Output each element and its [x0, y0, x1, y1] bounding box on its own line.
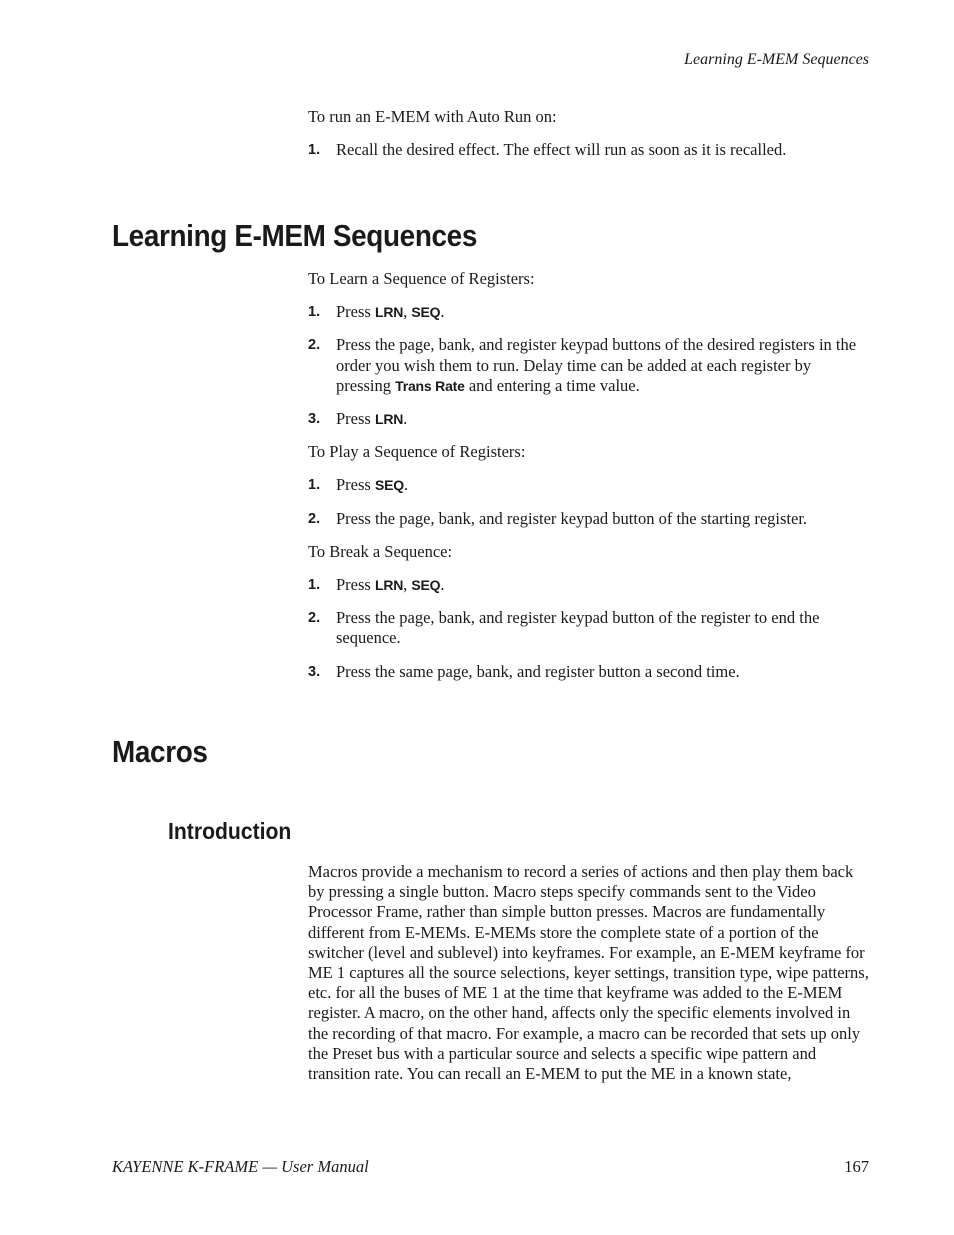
step-text: Recall the desired effect. The effect will run as soon as it is recalled.	[336, 140, 787, 160]
step-text: Press the page, bank, and register keypad buttons of the desired registers in the order you wish them to run. Delay time can be added at each register by pressing	[336, 335, 857, 395]
key-seq: SEQ	[374, 477, 404, 494]
step-text: Press	[336, 409, 375, 429]
break-step-2	[308, 608, 870, 648]
step-end: .	[403, 475, 409, 495]
step-end: .	[440, 575, 445, 595]
break-step-3	[308, 662, 870, 682]
learn-step-3	[308, 409, 870, 429]
section-heading-macros: Macros	[112, 734, 208, 769]
key-trans-rate: Trans Rate	[395, 377, 465, 394]
learn-intro: To Learn a Sequence of Registers:	[308, 269, 535, 288]
step-number: 3.	[308, 663, 321, 680]
auto-run-step-1	[308, 140, 870, 160]
step-end: .	[440, 302, 445, 322]
key-seq: SEQ	[411, 577, 441, 594]
separator: ,	[403, 575, 412, 595]
macros-block	[308, 862, 870, 1084]
learn-step-1	[308, 302, 870, 322]
learning-block	[308, 269, 870, 682]
step-text: Press the page, bank, and register keypad button of the register to end the sequence.	[336, 608, 820, 648]
step-text: Press	[336, 575, 375, 595]
subsection-heading-introduction: Introduction	[168, 818, 292, 844]
step-number: 2.	[308, 610, 321, 627]
step-number: 2.	[308, 337, 321, 354]
step-text: Press	[336, 302, 375, 322]
step-number: 1.	[308, 142, 321, 159]
auto-run-block	[308, 107, 870, 160]
step-number: 2.	[308, 510, 321, 527]
learn-step-2	[308, 335, 870, 396]
page-number: 167	[844, 1157, 869, 1176]
step-text: Press	[336, 475, 375, 495]
step-number: 1.	[308, 477, 321, 494]
running-head: Learning E-MEM Sequences	[684, 51, 869, 68]
step-text: Press the page, bank, and register keypad button of the starting register.	[336, 508, 808, 528]
step-number: 1.	[308, 304, 321, 321]
break-intro: To Break a Sequence:	[308, 541, 453, 561]
step-text: Press the same page, bank, and register button a second time.	[336, 661, 740, 681]
key-lrn: LRN	[374, 304, 404, 321]
break-step-1	[308, 575, 870, 595]
play-step-2	[308, 509, 870, 529]
separator: ,	[403, 302, 412, 322]
play-intro: To Play a Sequence of Registers:	[308, 442, 526, 462]
play-step-1	[308, 475, 870, 495]
step-number: 3.	[308, 411, 321, 428]
footer-title: KAYENNE K-FRAME — User Manual	[112, 1157, 369, 1176]
auto-run-intro: To run an E-MEM with Auto Run on:	[308, 107, 557, 126]
macros-intro-paragraph: Macros provide a mechanism to record a series of actions and then play them back by pressing a single button. Macro steps specify commands sent to the Video Processor Frame, rather than simple button presses. Macros are fundamentally different from E-MEMs. E-MEMs store the complete state of a portion of the switcher (level and sublevel) into keyframes. For example, an E-MEM keyframe for ME 1 captures all the source selections, keyer settings, transition type, wipe patterns, etc. for all the buses of ME 1 at the time that keyframe was added to the E-MEM register. A macro, on the other hand, affects only the specific elements involved in the recording of that macro. For example, a macro can be recorded that sets up only the Preset bus with a particular source and selects a specific wipe pattern and transition rate. You can recall an E-MEM to put the ME in a known state,	[308, 862, 869, 1084]
step-end: .	[403, 409, 408, 429]
step-number: 1.	[308, 577, 321, 594]
step-end: and entering a time value.	[464, 375, 640, 395]
key-seq: SEQ	[411, 304, 441, 321]
section-heading-learning: Learning E-MEM Sequences	[112, 218, 477, 253]
key-lrn: LRN	[374, 411, 404, 428]
key-lrn: LRN	[374, 577, 404, 594]
